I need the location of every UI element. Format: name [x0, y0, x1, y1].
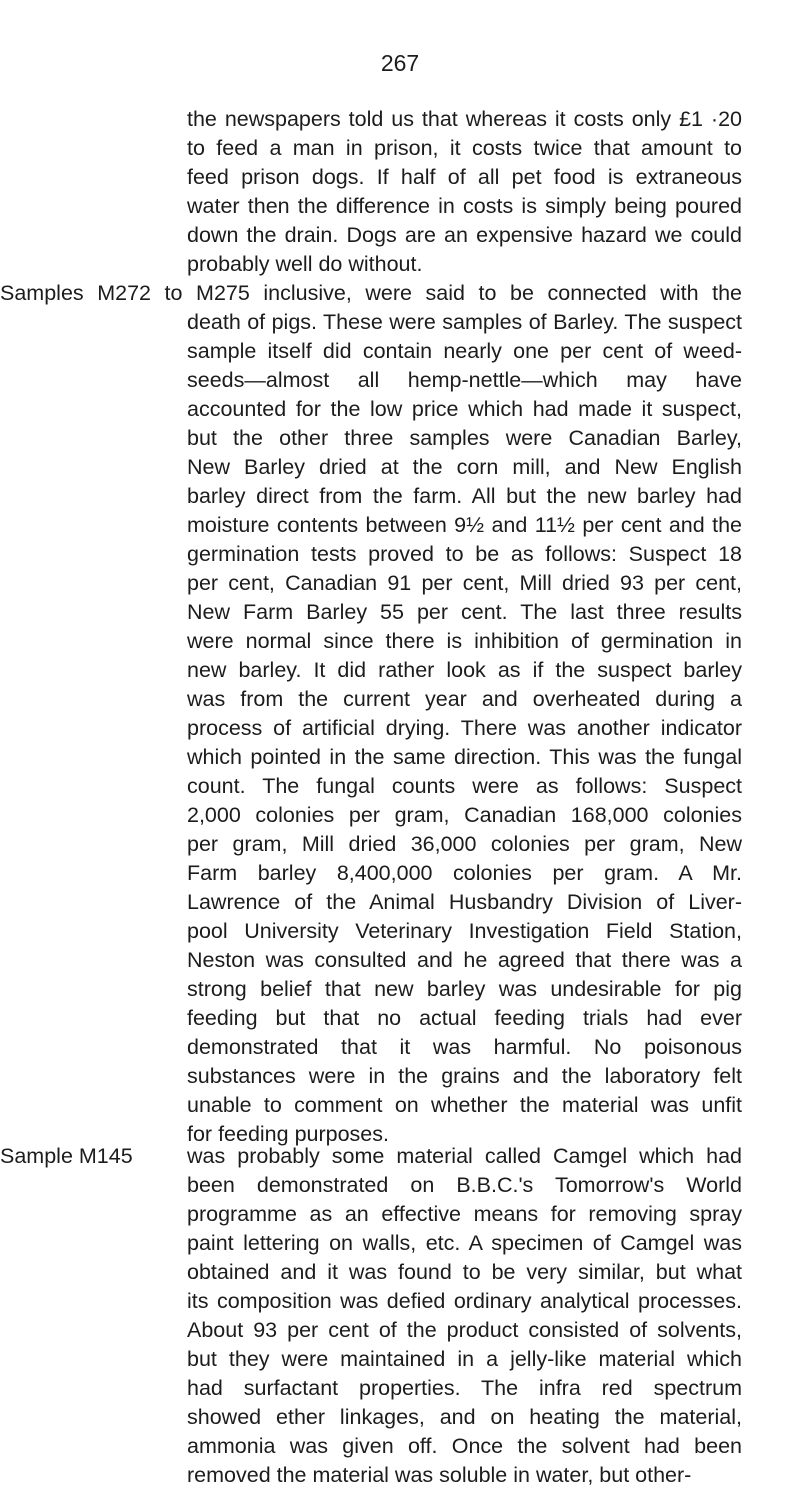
text-line: its composition was defied ordinary analytical processes. — [187, 1289, 742, 1313]
text-line: water then the difference in costs is simply being poured — [187, 194, 742, 218]
text-line: About 93 per cent of the product consisted of solvents, — [187, 1318, 742, 1342]
text-line: death of pigs. These were samples of Barley. The suspect — [187, 310, 742, 334]
text-line: removed the material was soluble in water, but other- — [187, 1463, 692, 1487]
text-line: feeding but that no actual feeding trials had ever — [187, 1006, 742, 1030]
text-line: germination tests proved to be as follows: Suspect 18 — [187, 542, 742, 566]
text-line: had surfactant properties. The infra red spectrum — [187, 1376, 742, 1400]
text-line: pool University Veterinary Investigation Field Station, — [187, 919, 742, 943]
text-line: ammonia was given off. Once the solvent had been — [187, 1434, 742, 1458]
text-line: New Farm Barley 55 per cent. The last three results — [187, 600, 742, 624]
text-line: showed ether linkages, and on heating the material, — [187, 1405, 742, 1429]
text-line: barley direct from the farm. All but the new barley had — [187, 484, 742, 508]
text-line: programme as an effective means for removing spray — [187, 1202, 742, 1226]
text-line: strong belief that new barley was undesirable for pig — [187, 977, 742, 1001]
text-line: demonstrated that it was harmful. No poisonous — [187, 1035, 742, 1059]
text-line: new barley. It did rather look as if the suspect barley — [187, 658, 742, 682]
text-line: was probably some material called Camgel which had — [187, 1144, 742, 1168]
text-line: were normal since there is inhibition of germination in — [187, 629, 742, 653]
text-line: accounted for the low price which had made it suspect, — [187, 397, 742, 421]
text-line: for feeding purposes. — [187, 1122, 389, 1146]
text-line: obtained and it was found to be very similar, but what — [187, 1260, 742, 1284]
text-line: the newspapers told us that whereas it costs only £1 ·20 — [187, 107, 742, 131]
text-line: been demonstrated on B.B.C.'s Tomorrow's World — [187, 1173, 742, 1197]
text-line: feed prison dogs. If half of all pet food is extraneous — [187, 165, 742, 189]
text-line: per cent, Canadian 91 per cent, Mill dried 93 per cent, — [187, 571, 742, 595]
text-line: Samples M272 to M275 inclusive, were said to be connected with the — [0, 281, 742, 305]
text-line: which pointed in the same direction. This was the fungal — [187, 745, 742, 769]
text-line: was from the current year and overheated during a — [187, 687, 742, 711]
text-line: 2,000 colonies per gram, Canadian 168,000 colonies — [187, 803, 742, 827]
sample-label: Sample M145 — [0, 1144, 133, 1168]
text-line: but they were maintained in a jelly-like material which — [187, 1347, 742, 1371]
text-line: probably well do without. — [187, 252, 423, 276]
text-line: count. The fungal counts were as follows: Suspect — [187, 774, 742, 798]
text-line: Farm barley 8,400,000 colonies per gram. A Mr. — [187, 861, 742, 885]
text-line: to feed a man in prison, it costs twice that amount to — [187, 136, 742, 160]
text-line: New Barley dried at the corn mill, and New English — [187, 455, 742, 479]
text-line: Neston was consulted and he agreed that there was a — [187, 948, 742, 972]
page-number: 267 — [380, 50, 420, 76]
text-line: per gram, Mill dried 36,000 colonies per gram, New — [187, 832, 742, 856]
text-line: Lawrence of the Animal Husbandry Division of Liver- — [187, 890, 742, 914]
text-line: moisture contents between 9½ and 11½ per cent and the — [187, 513, 742, 537]
text-line: paint lettering on walls, etc. A specimen of Camgel was — [187, 1231, 742, 1255]
text-line: seeds—almost all hemp-nettle—which may have — [187, 368, 742, 392]
text-line: process of artificial drying. There was another indicator — [187, 716, 742, 740]
text-line: down the drain. Dogs are an expensive hazard we could — [187, 223, 742, 247]
text-line: but the other three samples were Canadian Barley, — [187, 426, 742, 450]
text-line: substances were in the grains and the laboratory felt — [187, 1064, 742, 1088]
text-line: unable to comment on whether the material was unfit — [187, 1093, 742, 1117]
text-line: sample itself did contain nearly one per cent of weed- — [187, 339, 742, 363]
